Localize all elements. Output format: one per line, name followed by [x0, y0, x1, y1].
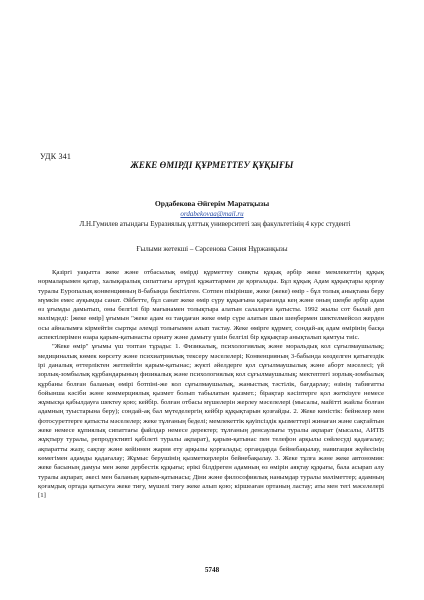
scientific-advisor: Ғылыми жетекші – Сәрсенова Сәния Нұржанқызы: [136, 245, 288, 253]
article-title: ЖЕКЕ ӨМІРДІ ҚҰРМЕТТЕУ ҚҰҚЫҒЫ: [130, 160, 294, 170]
page-number: 5748: [204, 566, 220, 574]
author-affiliation: Л.Н.Гумилев атындағы Еуразиялық ұлттық университеті заң факультетінің 4 курс студенті: [79, 220, 351, 228]
article-body: [38, 268, 384, 500]
author-email-link[interactable]: ordabekovaa@mail.ru: [180, 210, 244, 218]
body-paragraph-1: Қазіргі уақытта жеке және отбасылық өмірді құрметтеу сияқты құқық әрбір жеке мемлекеттің құқық нормаларымен қатар, халықаралық сипаттағы әртүрлі құжаттармен де қорғалады. Бұл құқық Адам құқықтары қорғау туралы Еуропалық конвенцияның 8-бабында бекітілген. Сотпен пікірінше, жеке (жеке) өмір - бұл толық анықтама беру мүмкін емес ауқымды санат. Әйбетте, бұл санат жеке өмір сүру құқығына қарағанда кең және оның шеңбе әрбір адам өз ұғымды дамытып, оны белгілі бір мағынамен толықтыра алатын салаларға қатысты. 1992 жылы сот былай деп мәлімдеді: [жеке өмір] ұғымын "жеке адам өз таңдаған жеке өмір сүре алатын шын шеңбермен шектелмейсол жерден осы айналымға кірмейтін сыртқы әлемді толығымен алып тастау. Жеке өмірге құрмет, сондай-ақ адам өмірінің басқа аспектілерімен өзара қарым-қатынасты орнату және дамыту үшін белгілі бір құқықтар анықталып қамтуы тиіс.: [38, 269, 384, 342]
body-paragraph-2: "Жеке өмір" ұғымы үш топтан тұрады: 1. Физикалық, психологиялық және моральдық кол сұғылмаушылық; медициналық көмек көрсету және психиатриялық тексеру мәселелері; Конвенцияның 3-бабында көзделген қатыгездік ірі даналық өттерліктен жетпейтін қарым-қатынас; жүкті әйелдерге қол сұғылмаушылық және аборт мәселесі; үй зорлық-зомбылық құрбандарының физикалық және психологиялық кол сұғылмаушылық; мектептегі зорлық-зомбылық құрбаны болған баланың өмірі ботпіні-же кол сұғылмаушылық, жаныстық тәстілік, бағдарлау; өзінің табиғатты бойынша кәсіби және коммерциялық қызмет болып табылатын қызмет.; бірақтар кәсіптерге қол жеткізуге немесе жұмысқа қабылдауға шектеу қою; кейбір. болған отбасы мүшелерін жерлеу мәселелері (мысалы, майітті жайлы болған адамның туыстарына беру); сондай-ақ бал мүтеделергің кейбір құқықтарын қозғайды. 2. Жеке кеністік: бейнелер мен фотосуреттерге қатысты мәселелер; жеке тұлғаның беделі; мемлекеттік қауіпсіздік қызметтері жинаған және сақтайтын жеке немесе құпиялық сипаттағы файлдар немесе деректер; тұлғаның денсаулығы туралы ақпарат (мысалы, АИТВ жұқтыру туралы, репродуктивті қабілеті туралы ақпарат), қарым-қатынас пен телефон арқылы сөйлесуді қадағалау; ақпаратты жазу, сақтау және кейіннен жария ету арқылы қорғалады; органдарда бейнебақылау, навигация жүйесінің көмегімен адамды қадағалау; Жұмыс берушінің қызметкерлерін бейнебақылау. 3. Жеке тұлға және жеке автономия: жеке басының дамуы мен жеке дербестік құқығы; ерікі білдіреген адамның өз өмірін аяқтау құқығы, бала асырап алу туралы ақпарат, әкесі мен баланың қарым-қатынасы; Діни және философиялық нанымдар туралы мәліметтер; адамның қоғамдық ортада қатысуға жеке тиғу, мүшелі тиғу жеке алып қою; кіршеаған ортаның ластау; аты мен тегі мәселелері [1]: [38, 343, 384, 500]
author-name: Ордабекова Әйгерім Маратқызы: [154, 199, 270, 208]
udk-code: УДК 341: [40, 152, 72, 161]
